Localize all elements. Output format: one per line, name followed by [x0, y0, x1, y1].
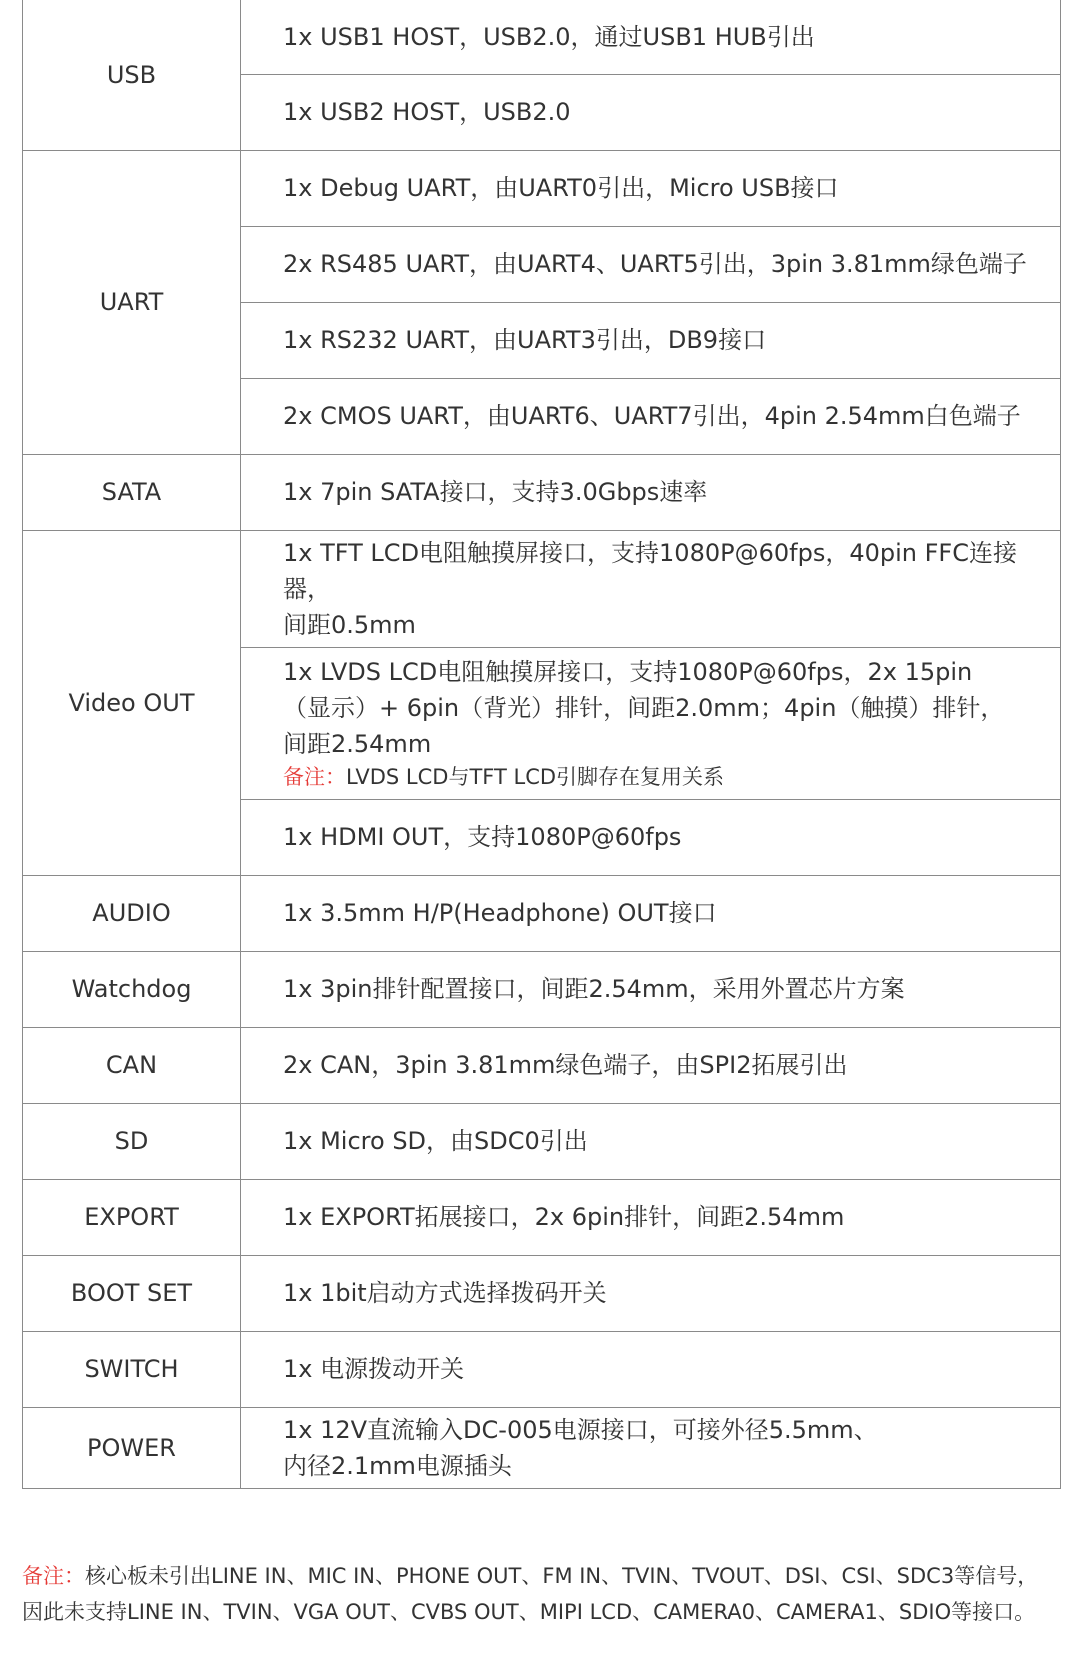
spec-category: Video OUT — [23, 530, 241, 875]
spec-category: SWITCH — [23, 1331, 241, 1407]
spec-value — [241, 1027, 1061, 1103]
spec-category: SD — [23, 1103, 241, 1179]
spec-category: POWER — [23, 1407, 241, 1488]
spec-value — [241, 951, 1061, 1027]
spec-row — [23, 951, 1061, 1027]
spec-value-line: 1x HDMI OUT，支持1080P@60fps — [283, 823, 682, 851]
spec-value — [241, 302, 1061, 378]
spec-value-line: （显示）+ 6pin（背光）排针，间距2.0mm；4pin（触摸）排针， — [283, 694, 1005, 722]
spec-row — [23, 1407, 1061, 1488]
spec-note-label: 备注： — [283, 765, 346, 789]
spec-row — [23, 1331, 1061, 1407]
spec-category: BOOT SET — [23, 1255, 241, 1331]
spec-category: AUDIO — [23, 875, 241, 951]
spec-value-line: 2x CAN，3pin 3.81mm绿色端子，由SPI2拓展引出 — [283, 1051, 848, 1079]
spec-value-line: 1x 电源拨动开关 — [283, 1355, 465, 1383]
spec-row — [23, 150, 1061, 226]
spec-value-line: 1x LVDS LCD电阻触摸屏接口，支持1080P@60fps，2x 15pin — [283, 658, 973, 686]
spec-value-line: 1x Micro SD，由SDC0引出 — [283, 1127, 588, 1155]
spec-value-line: 1x TFT LCD电阻触摸屏接口，支持1080P@60fps，40pin FFC连接器， — [283, 538, 1017, 603]
spec-value — [241, 1179, 1061, 1255]
spec-value-line: 1x RS232 UART，由UART3引出，DB9接口 — [283, 326, 767, 354]
spec-value — [241, 150, 1061, 226]
spec-note — [283, 762, 1052, 792]
footnote-line-2: 因此未支持LINE IN、TVIN、VGA OUT、CVBS OUT、MIPI LCD、CAMERA0、CAMERA1、SDIO等接口。 — [22, 1600, 1036, 1624]
spec-value-line: 1x USB2 HOST，USB2.0 — [283, 98, 571, 126]
spec-value — [241, 530, 1061, 647]
spec-value — [241, 226, 1061, 302]
spec-table-body — [23, 0, 1061, 1488]
spec-value — [241, 1407, 1061, 1488]
spec-value-line: 内径2.1mm电源插头 — [283, 1451, 512, 1480]
spec-category: UART — [23, 150, 241, 454]
spec-value — [241, 1103, 1061, 1179]
spec-value-line: 1x Debug UART，由UART0引出，Micro USB接口 — [283, 174, 839, 202]
spec-row — [23, 875, 1061, 951]
footnote-line-1: 核心板未引出LINE IN、MIC IN、PHONE OUT、FM IN、TVIN、TVOUT、DSI、CSI、SDC3等信号， — [85, 1564, 1039, 1588]
spec-category: USB — [23, 0, 241, 150]
spec-category: SATA — [23, 454, 241, 530]
spec-value — [241, 74, 1061, 150]
spec-value-line: 1x 7pin SATA接口，支持3.0Gbps速率 — [283, 478, 708, 506]
spec-value-line: 1x 3.5mm H/P(Headphone) OUT接口 — [283, 899, 717, 927]
spec-row — [23, 1027, 1061, 1103]
spec-value-line: 2x RS485 UART，由UART4、UART5引出，3pin 3.81mm绿色端子 — [283, 250, 1027, 278]
spec-value-line: 2x CMOS UART，由UART6、UART7引出，4pin 2.54mm白色端子 — [283, 402, 1021, 430]
footnote-label: 备注： — [22, 1564, 85, 1588]
spec-value — [241, 799, 1061, 875]
spec-value-line: 间距2.54mm — [283, 730, 432, 758]
footnote — [22, 1558, 1072, 1630]
spec-value-line: 间距0.5mm — [283, 610, 416, 639]
spec-category: Watchdog — [23, 951, 241, 1027]
spec-value — [241, 0, 1061, 74]
spec-value-line: 1x EXPORT拓展接口，2x 6pin排针，间距2.54mm — [283, 1203, 845, 1231]
spec-row — [23, 530, 1061, 647]
spec-row — [23, 1255, 1061, 1331]
spec-row — [23, 1103, 1061, 1179]
spec-value — [241, 1255, 1061, 1331]
spec-value-line: 1x 12V直流输入DC-005电源接口，可接外径5.5mm、 — [283, 1415, 878, 1444]
spec-category: EXPORT — [23, 1179, 241, 1255]
spec-table — [22, 0, 1061, 1489]
spec-value — [241, 647, 1061, 799]
spec-value-line: 1x USB1 HOST，USB2.0，通过USB1 HUB引出 — [283, 22, 815, 51]
spec-row — [23, 0, 1061, 74]
spec-value — [241, 378, 1061, 454]
spec-row — [23, 1179, 1061, 1255]
spec-value — [241, 454, 1061, 530]
spec-value — [241, 875, 1061, 951]
spec-note-text: LVDS LCD与TFT LCD引脚存在复用关系 — [346, 765, 725, 789]
spec-category: CAN — [23, 1027, 241, 1103]
spec-value-line: 1x 1bit启动方式选择拨码开关 — [283, 1279, 607, 1307]
spec-row — [23, 454, 1061, 530]
spec-value — [241, 1331, 1061, 1407]
spec-value-line: 1x 3pin排针配置接口，间距2.54mm，采用外置芯片方案 — [283, 975, 905, 1003]
